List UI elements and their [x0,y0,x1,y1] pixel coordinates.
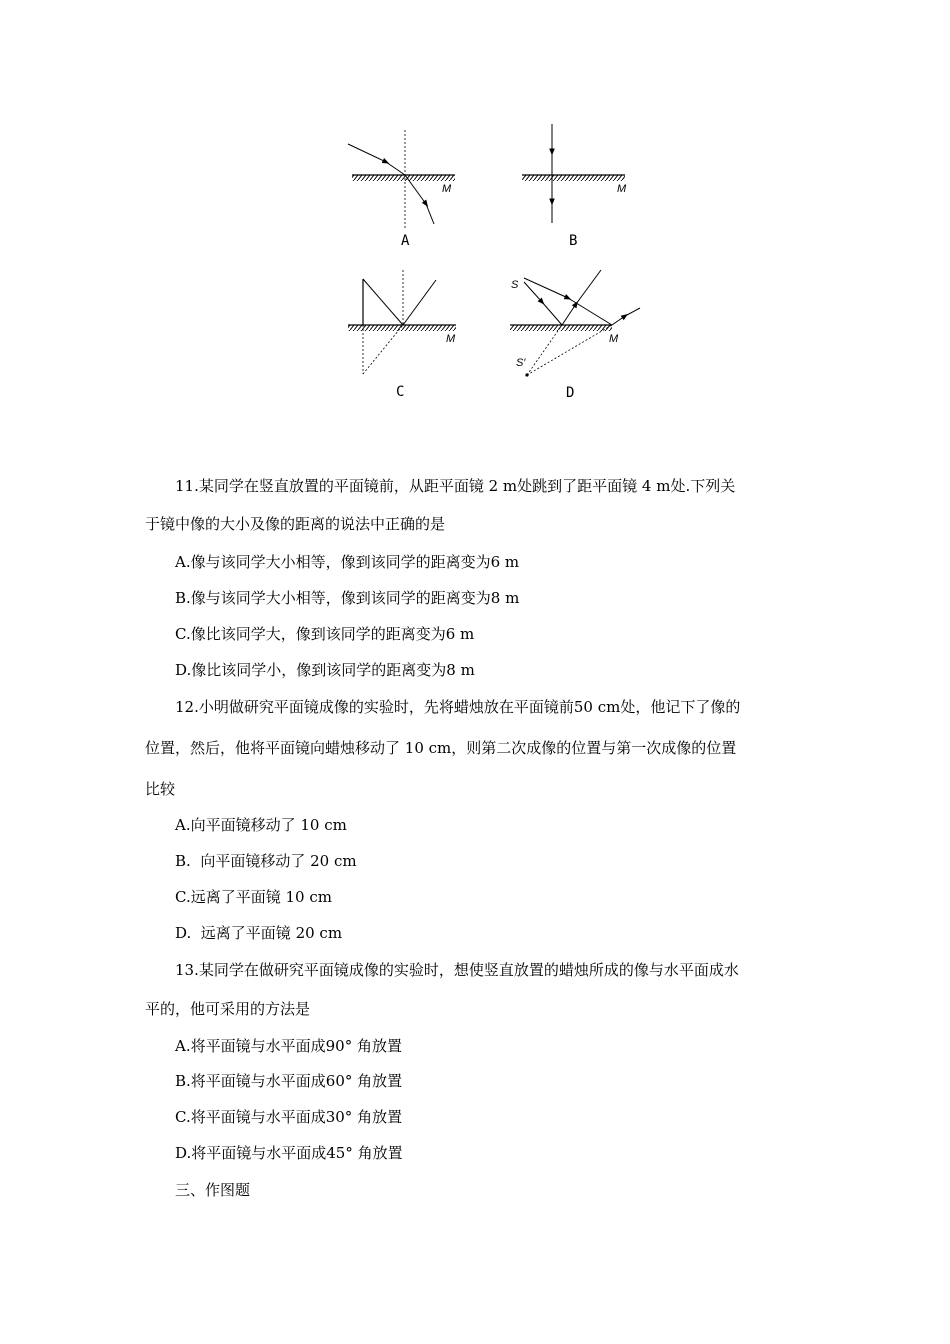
reflected-ray-d1 [562,304,576,325]
question-11-stem-1: 11.某同学在竖直放置的平面镜前，从距平面镜 2 m处跳到了距平面镜 4 m处.下列关 [175,477,736,495]
incident-ray-d1-2 [542,302,562,325]
question-13-option-c: C.将平面镜与水平面成30° 角放置 [175,1108,403,1126]
question-12-option-a: A.向平面镜移动了 10 cm [175,816,347,834]
reflected-ray-c [403,280,436,325]
question-13-stem-1: 13.某同学在做研究平面镜成像的实验时，想使竖直放置的蜡烛所成的像与水平面成水 [175,961,739,979]
question-12-stem-3: 比较 [145,780,176,798]
incident-ray-d2 [524,278,568,298]
figure-a [348,130,455,228]
mirror-hatch-a [352,175,455,181]
reflected-ray-d1-2 [576,270,601,304]
image-label-d: S′ [516,357,526,369]
question-12-stem-1: 12.小明做研究平面镜成像的实验时，先将蜡烛放在平面镜前50 cm处，他记下了像的 [175,698,741,716]
mirror-label-a: M [442,183,452,195]
ray-diagram-figures [330,120,660,410]
mirror-label-c: M [446,333,456,345]
refracted-ray-a-2 [426,204,434,224]
question-12-option-b: B. 向平面镜移动了 20 cm [175,852,357,870]
incident-ray-c [363,279,403,325]
question-13-stem-2: 平的，他可采用的方法是 [145,1000,311,1018]
figure-a-label: A [401,233,410,249]
question-11-option-a: A.像与该同学大小相等，像到该同学的距离变为6 m [175,553,520,571]
virtual-ray-d1 [527,325,562,375]
incident-ray-a [348,144,386,162]
question-12-stem-2: 位置，然后，他将平面镜向蜡烛移动了 10 cm，则第二次成像的位置与第一次成像的位置 [145,739,737,757]
question-12-option-c: C.远离了平面镜 10 cm [175,888,332,906]
question-13-option-d: D.将平面镜与水平面成45° 角放置 [175,1144,403,1162]
question-13-option-a: A.将平面镜与水平面成90° 角放置 [175,1037,402,1055]
section-heading: 三、作图题 [175,1181,251,1199]
question-11-option-b: B.像与该同学大小相等，像到该同学的距离变为8 m [175,589,520,607]
incident-ray-a-2 [386,162,405,175]
source-label-d: S [511,279,519,291]
virtual-ray-d2 [527,325,612,375]
reflected-ray-d2 [612,316,625,325]
mirror-hatch-b [522,175,625,181]
mirror-label-b: M [617,183,627,195]
mirror-hatch-d [510,325,612,331]
reflected-ray-d2-2 [625,308,640,316]
figure-b-label: B [569,233,578,249]
image-point-d [525,373,528,376]
incident-ray-d2-2 [568,298,612,325]
question-13-option-b: B.将平面镜与水平面成60° 角放置 [175,1072,403,1090]
question-11-option-c: C.像比该同学大，像到该同学的距离变为6 m [175,625,475,643]
mirror-label-d: M [609,333,619,345]
figure-c-label: C [396,384,405,400]
question-11-stem-2: 于镜中像的大小及像的距离的说法中正确的是 [145,515,446,533]
figure-c [348,270,456,374]
figure-d [510,270,640,377]
figure-d-label: D [566,385,575,401]
question-11-option-d: D.像比该同学小，像到该同学的距离变为8 m [175,661,475,679]
figure-b [522,124,625,223]
virtual-ray-c [363,325,403,374]
question-12-option-d: D. 远离了平面镜 20 cm [175,924,343,942]
ray-diagrams-svg [330,120,660,410]
